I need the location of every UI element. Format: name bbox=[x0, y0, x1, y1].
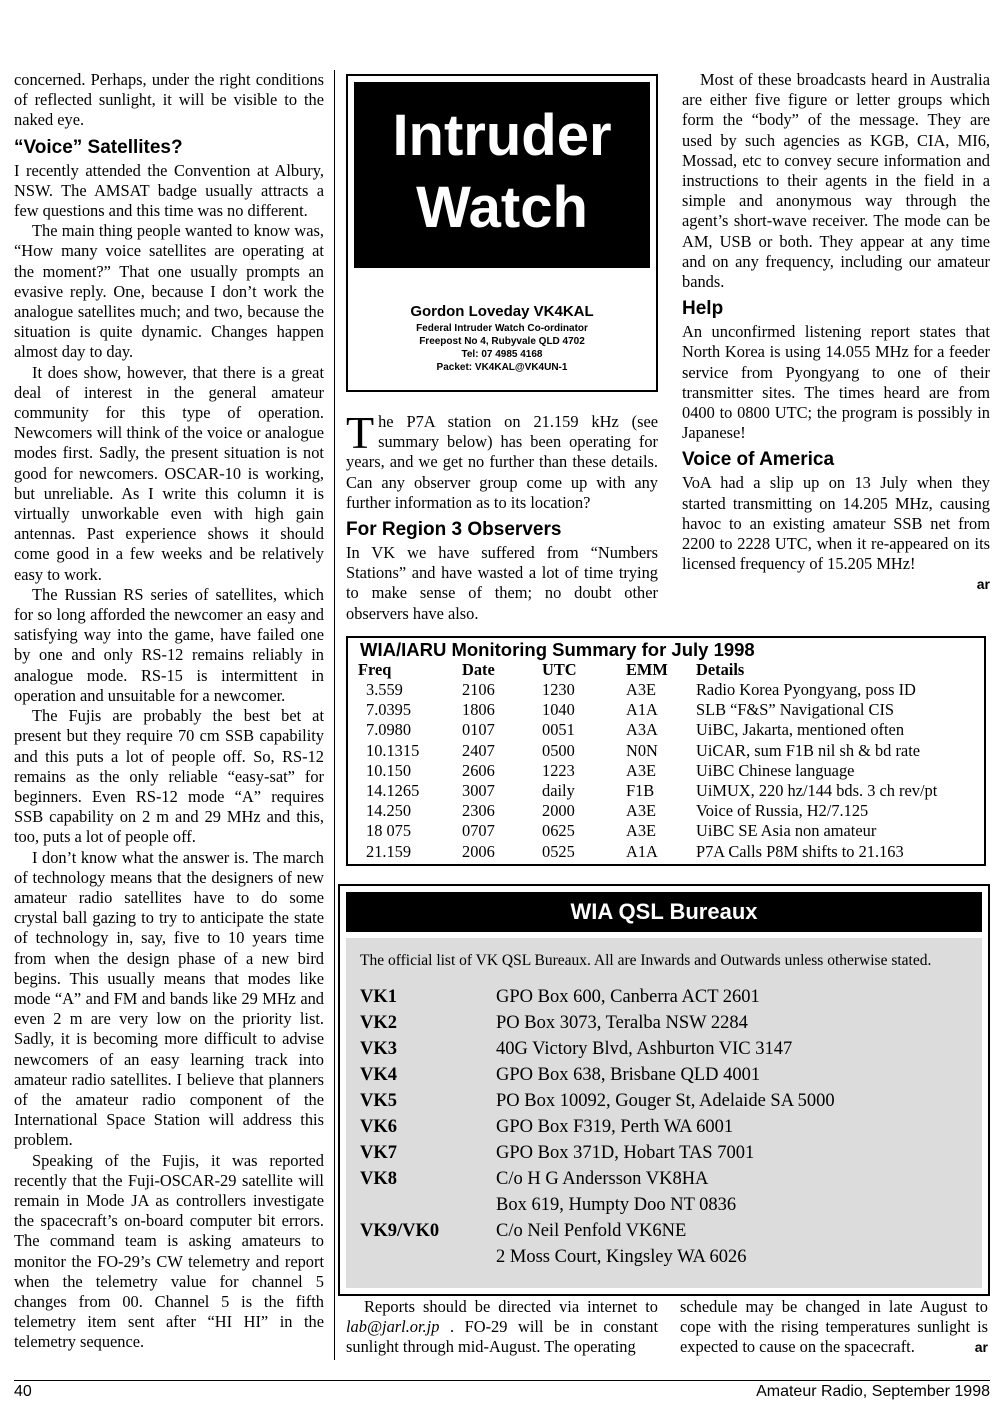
cell-details: Radio Korea Pyongyang, poss ID bbox=[696, 680, 916, 699]
bottom-column-3 bbox=[680, 1297, 988, 1358]
table-row bbox=[358, 700, 937, 720]
list-item bbox=[360, 1036, 835, 1062]
bureau-address: GPO Box F319, Perth WA 6001 bbox=[496, 1117, 734, 1137]
qsl-title: WIA QSL Bureaux bbox=[346, 892, 982, 932]
paragraph: The Fujis are probably the best bet at present but they require 70 cm SSB capability and this puts a lot of people off. So, RS-12 remains as the only reliable “easy-sat” for beginners. Even RS-12 mode “A” requires SSB capability on 2 m and 29 MHz and this, too, puts a lot of people off. bbox=[14, 706, 324, 847]
qsl-panel bbox=[346, 938, 982, 1288]
cell-utc: 0500 bbox=[542, 740, 575, 760]
paragraph: It does show, however, that there is a great deal of interest in the general amateur community for this type of operation. Newcomers will think of the voice or analogue modes first. Sadly, the present situation is not good for newcomers. OSCAR-10 is working, but unreliable. As I write this column it is virtually unworkable even with high gain antennas. Past experience shows it should come good in a few weeks and be relatively easy to work. bbox=[14, 362, 324, 584]
bureau-address: PO Box 3073, Teralba NSW 2284 bbox=[496, 1013, 748, 1033]
bureau-callsign: VK5 bbox=[360, 1091, 397, 1111]
cell-utc: 1230 bbox=[542, 680, 575, 699]
cell-date: 0107 bbox=[462, 720, 495, 740]
cell-details: UiBC Chinese language bbox=[696, 760, 855, 780]
cell-details: UiCAR, sum F1B nil sh & bd rate bbox=[696, 740, 921, 760]
page-footer bbox=[14, 1380, 990, 1400]
bureau-address: C/o Neil Penfold VK6NE bbox=[496, 1221, 687, 1241]
cell-date: 3007 bbox=[462, 781, 495, 801]
table-row bbox=[358, 741, 937, 761]
column-1 bbox=[14, 70, 324, 1353]
qsl-note: The official list of VK QSL Bureaux. All are Inwards and Outwards unless otherwise stated. bbox=[360, 952, 932, 969]
list-item bbox=[360, 1062, 835, 1088]
monitoring-table bbox=[358, 660, 937, 862]
bureau-callsign: VK9/VK0 bbox=[360, 1221, 440, 1241]
cell-date: 2606 bbox=[462, 760, 495, 780]
list-item bbox=[360, 984, 835, 1010]
cell-emm: A3E bbox=[626, 801, 657, 821]
header-details: Details bbox=[696, 660, 745, 679]
bureau-callsign bbox=[360, 1192, 496, 1218]
cell-details: UiBC, Jakarta, mentioned often bbox=[696, 720, 905, 740]
cell-details: P7A Calls P8M shifts to 21.163 bbox=[696, 841, 904, 861]
signature-text: ar bbox=[976, 576, 990, 593]
column-divider bbox=[334, 70, 335, 1360]
cell-emm: A1A bbox=[626, 700, 658, 720]
heading-voice-satellites: “Voice” Satellites? bbox=[14, 136, 183, 158]
table-row bbox=[358, 781, 937, 801]
qsl-table bbox=[360, 984, 835, 1270]
table-header-row bbox=[358, 660, 937, 680]
magazine-issue: Amateur Radio, September 1998 bbox=[756, 1383, 990, 1400]
bureau-address: PO Box 10092, Gouger St, Adelaide SA 5000 bbox=[496, 1091, 835, 1111]
bureau-address: 2 Moss Court, Kingsley WA 6026 bbox=[496, 1247, 747, 1267]
coordinator-address: Freepost No 4, Rubyvale QLD 4702 bbox=[419, 336, 585, 347]
paragraph-dropcap bbox=[346, 407, 658, 513]
paragraph: An unconfirmed listening report states that North Korea is using 14.055 MHz for a feeder service from Pyongyang to one of their transmitter sites. The times heard are from 0400 to 0800 UTC; the program is possibly in Japanese! bbox=[682, 322, 990, 443]
header-date: Date bbox=[462, 660, 495, 679]
bureau-callsign: VK3 bbox=[360, 1039, 397, 1059]
list-item bbox=[360, 1010, 835, 1036]
cell-emm: A3E bbox=[626, 821, 657, 841]
cell-freq: 14.1265 bbox=[366, 781, 420, 801]
paragraph: VoA had a slip up on 13 July when they started transmitting on 14.205 MHz, causing havoc to an existing amateur SSB net from 2200 to 2228 UTC, when it re-appeared on its licensed frequency of 15.205 MHz! bbox=[682, 473, 990, 574]
table-row bbox=[358, 842, 937, 862]
bureau-address: C/o H G Andersson VK8HA bbox=[496, 1169, 709, 1189]
table-row bbox=[358, 821, 937, 841]
cell-freq: 7.0980 bbox=[366, 720, 412, 740]
paragraph-text: Reports should be directed via internet to bbox=[364, 1297, 658, 1316]
cell-freq: 14.250 bbox=[366, 801, 412, 821]
header-freq: Freq bbox=[358, 660, 392, 679]
paragraph: Most of these broadcasts heard in Australia are either five figure or letter groups which form the “body” of the message. They are used by such agencies as KGB, CIA, MI6, Mossad, etc to convey secure information and instructions to their agents in the field in a simple and anonymous way through the agent’s short-wave receiver. The mode can be AM, USB or both. They appear at any time and on any frequency, including our amateur bands. bbox=[682, 70, 990, 292]
paragraph: The main thing people wanted to know was, “How many voice satellites are operating at the moment?” That one usually prompts an evasive reply. One, because I don’t work the analogue satellites much; and two, because the situation is quite dynamic. Changes happen almost day to day. bbox=[14, 221, 324, 362]
cell-date: 2407 bbox=[462, 740, 495, 760]
bureau-callsign: VK2 bbox=[360, 1013, 397, 1033]
cell-emm: N0N bbox=[626, 740, 658, 760]
paragraph: Speaking of the Fujis, it was reported recently that the Fuji-OSCAR-29 satellite will remain in Mode JA as controllers investigate the spacecraft’s on-board computer bit errors. The command team is asking amateurs to monitor the FO-29’s CW telemetry and report when the telemetry value for channel 5 changes from 00. Channel 5 is the fifth telemetry item sent after “HI HI” in the telemetry sequence. bbox=[14, 1150, 324, 1352]
bureau-address: 40G Victory Blvd, Ashburton VIC 3147 bbox=[496, 1039, 793, 1059]
list-item bbox=[360, 1140, 835, 1166]
cell-utc: 0051 bbox=[542, 720, 575, 740]
paragraph-text: schedule may be changed in late August to cope with the rising temperatures sunlight is expected to cause on the spacecraft. bbox=[680, 1297, 988, 1357]
banner-title-line2: Watch bbox=[416, 175, 588, 240]
cell-utc: 0625 bbox=[542, 821, 575, 841]
paragraph-text: he P7A station on 21.159 kHz (see summary below) has been operating for years, and we get no further than these details. Can any observer group come up with any further information as to its location? bbox=[346, 412, 658, 512]
cell-date: 1806 bbox=[462, 700, 495, 720]
list-item bbox=[360, 1244, 835, 1270]
bureau-callsign: VK7 bbox=[360, 1143, 397, 1163]
cell-freq: 7.0395 bbox=[366, 700, 412, 720]
cell-date: 2006 bbox=[462, 841, 495, 861]
cell-date: 2306 bbox=[462, 801, 495, 821]
bureau-address: GPO Box 600, Canberra ACT 2601 bbox=[496, 987, 760, 1007]
list-item bbox=[360, 1218, 835, 1244]
heading-voice-of-america: Voice of America bbox=[682, 449, 835, 471]
cell-freq: 18 075 bbox=[366, 821, 412, 841]
cell-freq: 10.150 bbox=[366, 760, 412, 780]
coordinator-role: Federal Intruder Watch Co-ordinator bbox=[416, 323, 588, 334]
monitoring-summary bbox=[346, 636, 986, 866]
table-row bbox=[358, 761, 937, 781]
cell-details: SLB “F&S” Navigational CIS bbox=[696, 700, 895, 720]
summary-top-rule bbox=[346, 636, 986, 638]
bureau-callsign bbox=[360, 1244, 496, 1270]
heading-region-3: For Region 3 Observers bbox=[346, 519, 562, 541]
page-number: 40 bbox=[14, 1383, 32, 1400]
cell-emm: F1B bbox=[626, 781, 655, 801]
bureau-address: GPO Box 638, Brisbane QLD 4001 bbox=[496, 1065, 761, 1085]
paragraph: concerned. Perhaps, under the right conditions of reflected sunlight, it will be visible to the naked eye. bbox=[14, 70, 324, 130]
cell-freq: 10.1315 bbox=[366, 740, 420, 760]
cell-emm: A3E bbox=[626, 760, 657, 780]
paragraph: I don’t know what the answer is. The march of technology means that the designers of new amateur radio satellites have to do some crystal ball gazing to try to anticipate the state of technology in, say, five to 10 years time from when the design phase of a new bird begins. This usually means that modes like mode “A” and FM and bands like 29 MHz and even 2 m are very low on the priority list. Sadly, it is becoming more difficult to advise newcomers of an easy learning track into amateur radio satellites. I believe that planners of the amateur radio component of the International Space Station will address this problem. bbox=[14, 847, 324, 1150]
summary-title: WIA/IARU Monitoring Summary for July 1998 bbox=[360, 639, 755, 660]
coordinator-tel: Tel: 07 4985 4168 bbox=[461, 349, 543, 360]
cell-details: UiMUX, 220 hz/144 bds. 3 ch rev/pt bbox=[696, 781, 938, 801]
coordinator-packet: Packet: VK4KAL@VK4UN-1 bbox=[436, 362, 568, 373]
cell-date: 0707 bbox=[462, 821, 495, 841]
cell-utc: 1223 bbox=[542, 760, 575, 780]
email-link[interactable]: lab@jarl.or.jp bbox=[346, 1317, 440, 1337]
cell-details: Voice of Russia, H2/7.125 bbox=[696, 801, 869, 821]
cell-emm: A3E bbox=[626, 680, 657, 699]
paragraph: I recently attended the Convention at Albury, NSW. The AMSAT badge usually attracts a few questions and this time was no different. bbox=[14, 160, 324, 221]
column-2 bbox=[346, 407, 658, 624]
heading-help: Help bbox=[682, 298, 724, 320]
cell-date: 2106 bbox=[462, 680, 495, 699]
cell-freq: 21.159 bbox=[366, 841, 412, 861]
qsl-bureaux-box bbox=[338, 884, 990, 1296]
bureau-callsign: VK4 bbox=[360, 1065, 397, 1085]
paragraph: In VK we have suffered from “Numbers Stations” and have wasted a lot of time trying to make sense of them; no doubt other observers have also. bbox=[346, 543, 658, 623]
bureau-address: GPO Box 371D, Hobart TAS 7001 bbox=[496, 1143, 755, 1163]
cell-emm: A3A bbox=[626, 720, 658, 740]
table-row bbox=[358, 801, 937, 821]
list-item bbox=[360, 1166, 835, 1192]
cell-utc: 2000 bbox=[542, 801, 575, 821]
header-emm: EMM bbox=[626, 660, 668, 679]
cell-utc: 0525 bbox=[542, 841, 575, 861]
bureau-callsign: VK6 bbox=[360, 1117, 397, 1137]
bureau-callsign: VK1 bbox=[360, 987, 397, 1007]
cell-freq: 3.559 bbox=[366, 680, 403, 699]
list-item bbox=[360, 1088, 835, 1114]
paragraph bbox=[346, 1297, 658, 1358]
table-row bbox=[358, 680, 937, 700]
intruder-watch-banner bbox=[354, 82, 650, 268]
intruder-watch-box bbox=[346, 74, 658, 392]
cell-details: UiBC SE Asia non amateur bbox=[696, 821, 877, 841]
bureau-address: Box 619, Humpty Doo NT 0836 bbox=[496, 1195, 737, 1215]
column-3 bbox=[682, 70, 990, 595]
paragraph-text: . FO-29 will be in constant sunlight through mid-August. The operating bbox=[346, 1317, 658, 1357]
paragraph: The Russian RS series of satellites, which for so long afforded the newcomer an easy and satisfying way into the game, have failed one by one and only RS-12 remains reliably in analogue mode. RS-15 is intermittent in operation and unsuitable for a newcomer. bbox=[14, 584, 324, 705]
cell-emm: A1A bbox=[626, 841, 658, 861]
paragraph bbox=[680, 1297, 988, 1358]
cell-utc: daily bbox=[542, 781, 575, 801]
bottom-column-2 bbox=[346, 1297, 658, 1358]
header-utc: UTC bbox=[542, 660, 577, 679]
banner-title-line1: Intruder bbox=[392, 103, 612, 168]
dropcap: T bbox=[346, 407, 375, 458]
table-row bbox=[358, 720, 937, 740]
list-item bbox=[360, 1192, 835, 1218]
coordinator-info bbox=[348, 302, 656, 374]
cell-utc: 1040 bbox=[542, 700, 575, 720]
coordinator-name: Gordon Loveday VK4KAL bbox=[410, 303, 594, 320]
list-item bbox=[360, 1114, 835, 1140]
signature bbox=[682, 574, 990, 594]
signature: ar bbox=[974, 1339, 988, 1356]
bureau-callsign: VK8 bbox=[360, 1169, 397, 1189]
